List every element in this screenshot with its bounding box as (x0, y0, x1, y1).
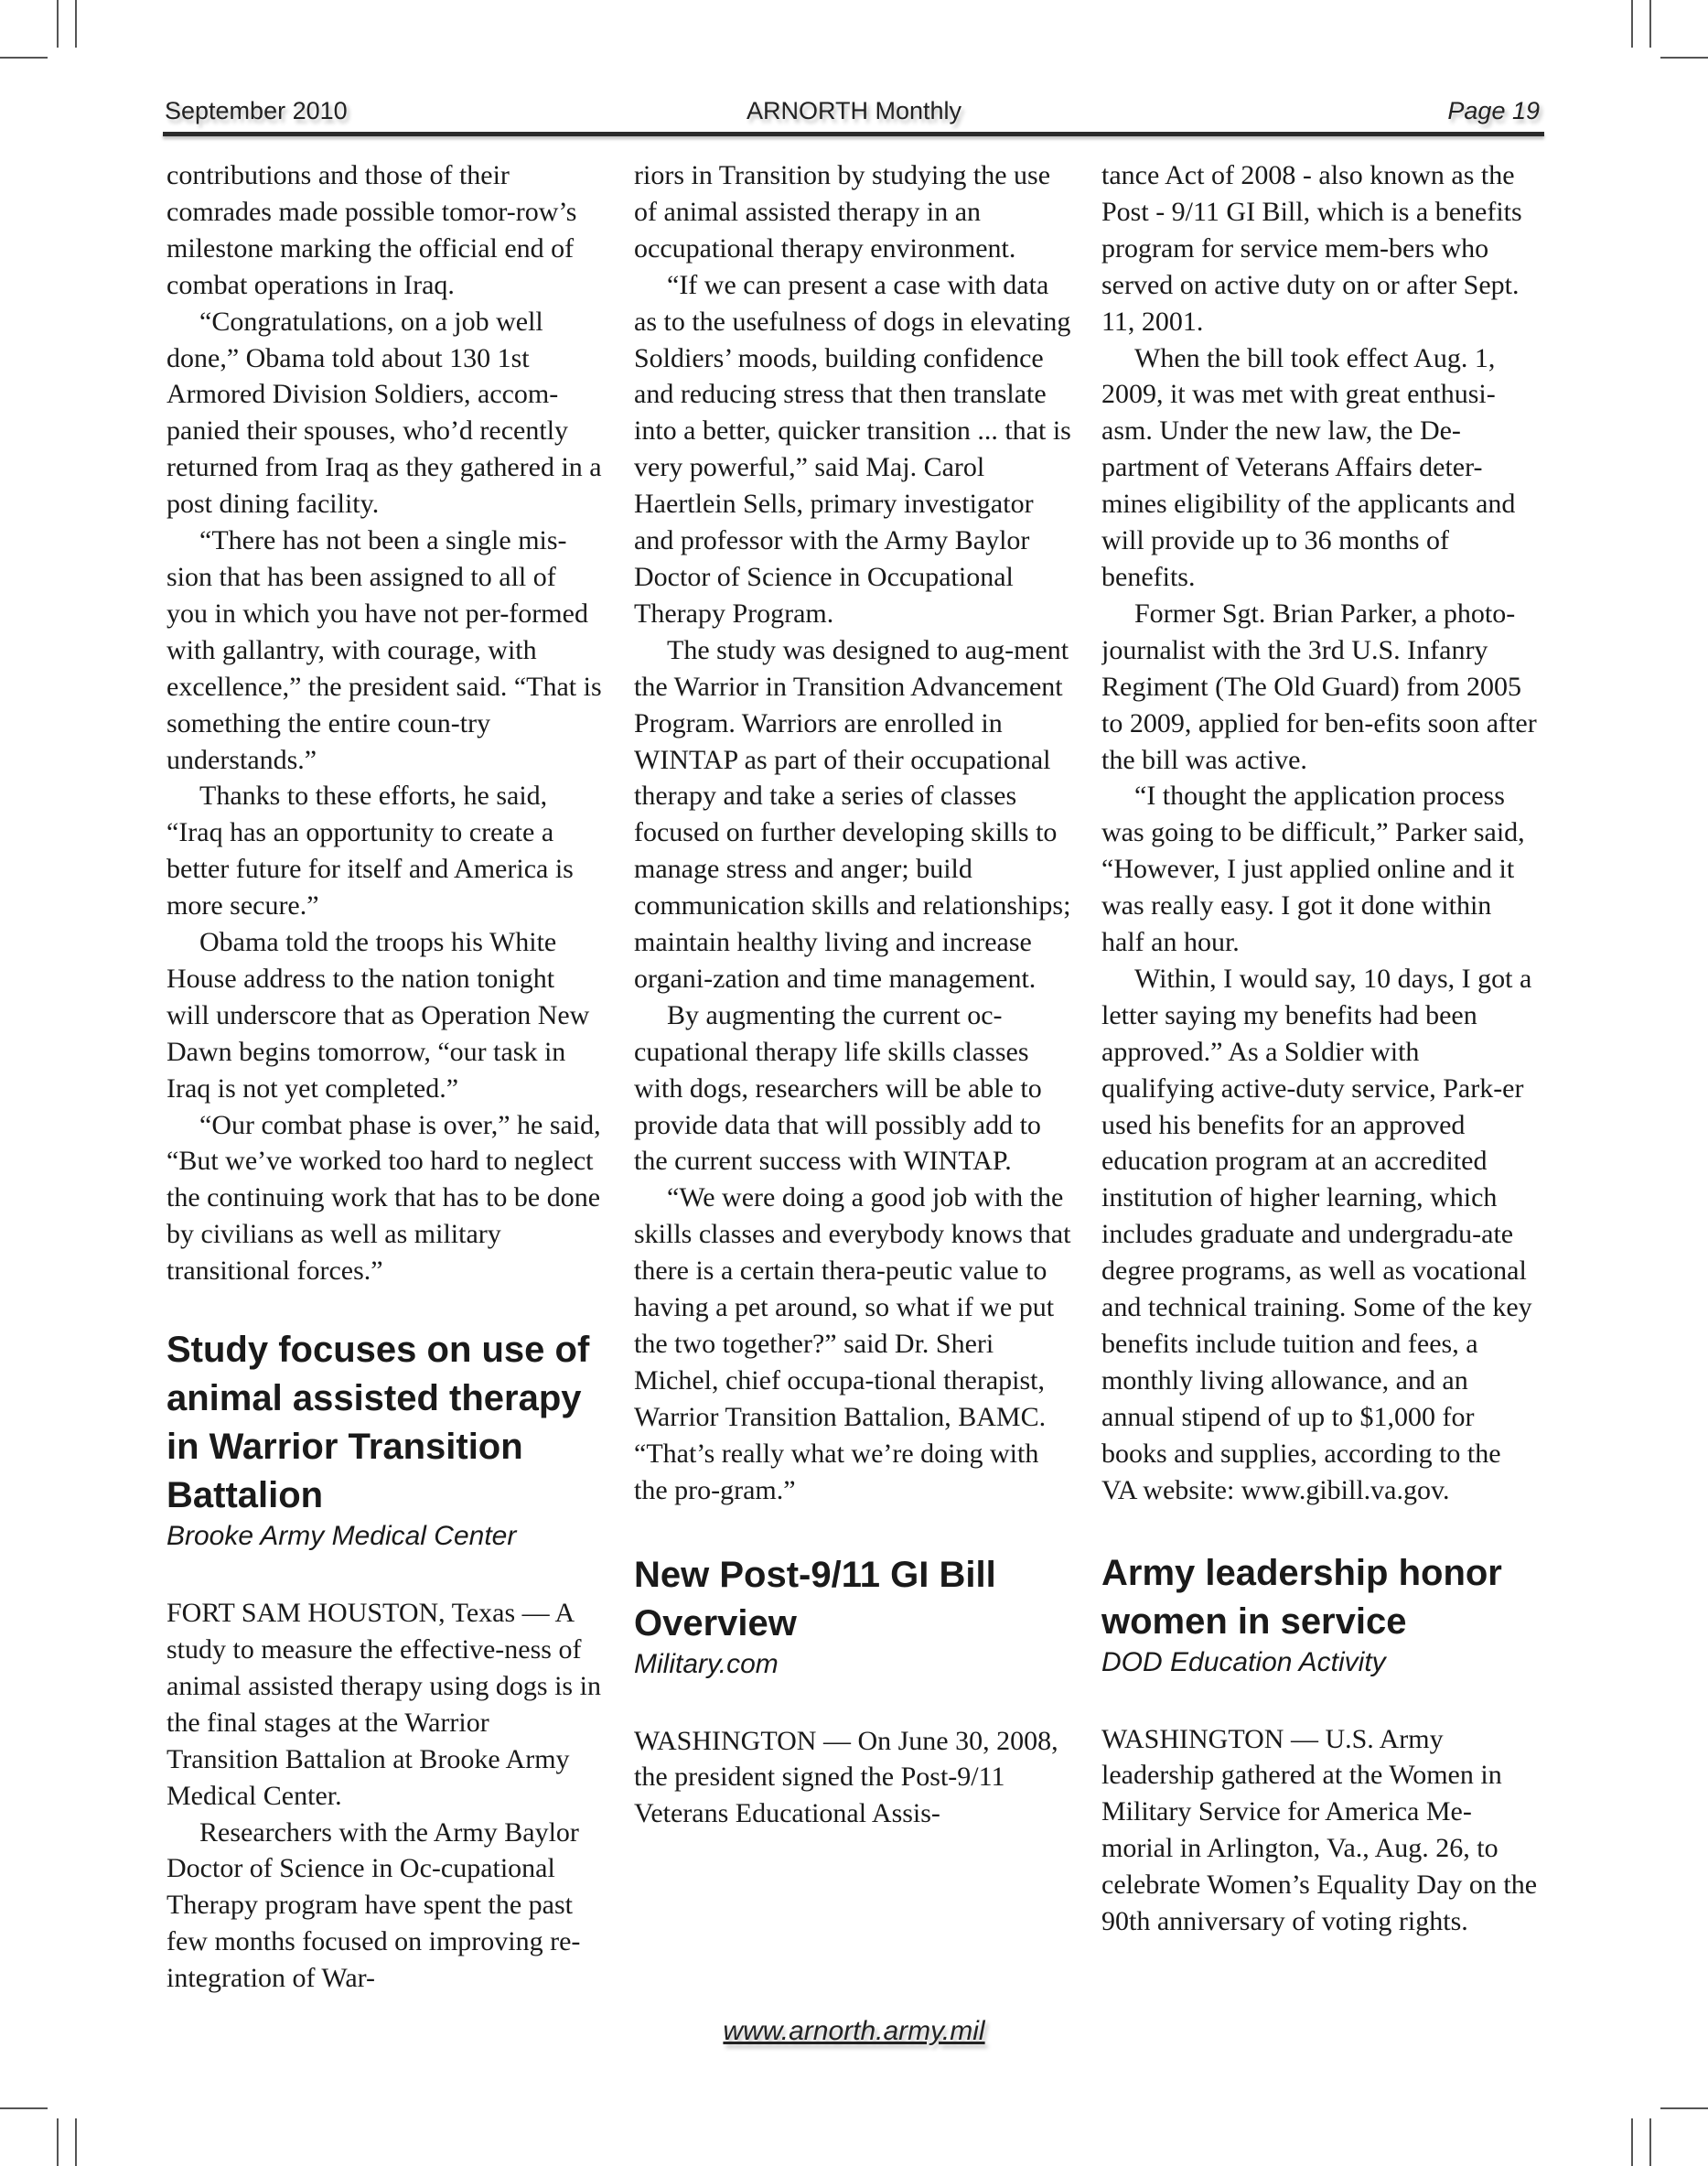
body-paragraph: “I thought the application process was going to be difficult,” Parker said, “However, I just applied online and it was really easy. I got it done within half an hour. (1101, 781, 1525, 958)
crop-mark (1649, 2118, 1651, 2166)
crop-mark (1631, 0, 1633, 48)
body-paragraph: Former Sgt. Brian Parker, a photo-journalist with the 3rd U.S. Infanry Regiment (The Old Guard) from 2005 to 2009, applied for ben-efits soon after the bill was active. (1101, 598, 1537, 775)
body-paragraph: FORT SAM HOUSTON, Texas — A study to measure the effective-ness of animal assisted therapy using dogs is in the final stages at the Warrior Transition Battalion at Brooke Army Medical Center. (167, 1598, 601, 1811)
body-paragraph: “There has not been a single mis-sion that has been assigned to all of you in which you have not per-formed with gallantry, with courage, with excellence,” the president said. “That is something the entire coun-try understands.” (167, 525, 602, 775)
body-paragraph: By augmenting the current oc-cupational therapy life skills classes with dogs, researchers will be able to provide data that will possibly add to the current success with WINTAP. (634, 999, 1042, 1177)
crop-mark (0, 2107, 48, 2109)
column-1 (167, 157, 604, 2006)
body-paragraph: contributions and those of their comrades made possible tomor-row’s milestone marking the official end of combat operations in Iraq. (167, 160, 577, 300)
crop-mark (0, 57, 48, 59)
body-paragraph: “Our combat phase is over,” he said, “But we’ve worked too hard to neglect the continuing work that has to be done by civilians as well as military transitional forces.” (167, 1109, 601, 1287)
crop-mark (1660, 2107, 1708, 2109)
crop-mark (75, 0, 77, 48)
article-headline: Army leadership honor women in service (1101, 1552, 1502, 1642)
body-paragraph: tance Act of 2008 - also known as the Post - 9/11 GI Bill, which is a benefits program for service mem-bers who served on active duty on or after Sept. 11, 2001. (1101, 160, 1522, 337)
body-paragraph: WASHINGTON — U.S. Army leadership gathered at the Women in Military Service for America Me-morial in Arlington, Va., Aug. 26, to celebrate Women’s Equality Day on the 90th anniversary of voting rights. (1101, 1723, 1538, 1937)
crop-mark (75, 2118, 77, 2166)
header-publication: ARNORTH Monthly (746, 97, 962, 124)
crop-mark (1660, 57, 1708, 59)
crop-mark (57, 0, 59, 48)
column-3 (1101, 157, 1539, 2006)
article-source: Brooke Army Medical Center (167, 1521, 517, 1552)
body-paragraph: “If we can present a case with data as to the usefulness of dogs in elevating Soldiers’ moods, building confidence and reducing stress that then translate into a better, quicker transition ... that is very powerful,” said Maj. Carol Haertlein Sells, primary investigator and professor with the Army Baylor Doctor of Science in Occupational Therapy Program. (634, 269, 1071, 629)
body-paragraph: WASHINGTON — On June 30, 2008, the president signed the Post-9/11 Veterans Educational Assis- (634, 1725, 1058, 1829)
body-paragraph: Within, I would say, 10 days, I got a letter saying my benefits had been approved.” As a Soldier with qualifying active-duty service, Park-er used his benefits for an approved education program at an accredited institution of higher learning, which includes graduate and undergradu-ate degree programs, as well as vocational and technical training. Some of the key benefits include tuition and fees, a monthly living allowance, and an annual stipend of up to $1,000 for books and supplies, according to the VA website: www.gibill.va.gov. (1101, 963, 1532, 1505)
crop-mark (57, 2118, 59, 2166)
body-paragraph: Thanks to these efforts, he said, “Iraq has an opportunity to create a better future for itself and America is more secure.” (167, 781, 574, 921)
crop-mark (1649, 0, 1651, 48)
header-date: September 2010 (165, 97, 348, 124)
body-paragraph: When the bill took effect Aug. 1, 2009, it was met with great enthusi-asm. Under the new law, the De-partment of Veterans Affairs deter-mines eligibility of the applicants and will provide up to 36 months of benefits. (1101, 342, 1516, 592)
article-headline: Study focuses on use of animal assisted therapy in Warrior Transition Battalion (167, 1330, 590, 1516)
header-page-number: Page 19 (1447, 97, 1540, 124)
body-paragraph: The study was designed to aug-ment the Warrior in Transition Advancement Program. Warriors are enrolled in WINTAP as part of their occupational therapy and take a series of classes focused on further developing skills to manage stress and anger; build communication skills and relationships; maintain healthy living and increase organi-zation and time management. (634, 634, 1071, 994)
footer-website-link[interactable]: www.arnorth.army.mil (723, 2016, 985, 2046)
body-paragraph: riors in Transition by studying the use of animal assisted therapy in an occupational therapy environment. (634, 160, 1051, 264)
header-rule (163, 132, 1544, 136)
body-paragraph: “We were doing a good job with the skills classes and everybody knows that there is a certain thera-peutic value to having a pet around, so what if we put the two together?” said Dr. Sheri Michel, chief occupa-tional therapist, Warrior Transition Battalion, BAMC. “That’s really what we’re doing with the pro-gram.” (634, 1182, 1071, 1505)
body-paragraph: “Congratulations, on a job well done,” Obama told about 130 1st Armored Division Soldiers, accom-panied their spouses, who’d recently returned from Iraq as they gathered in a post dining facility. (167, 306, 602, 520)
article-source: DOD Education Activity (1101, 1646, 1386, 1677)
crop-mark (1631, 2118, 1633, 2166)
article-headline: New Post-9/11 GI Bill Overview (634, 1554, 996, 1643)
body-paragraph: Researchers with the Army Baylor Doctor of Science in Oc-cupational Therapy program have spent the past few months focused on improving re-integration of War- (167, 1816, 581, 1994)
column-2 (634, 157, 1071, 2006)
article-source: Military.com (634, 1648, 779, 1679)
body-paragraph: Obama told the troops his White House address to the nation tonight will underscore that as Operation New Dawn begins tomorrow, “our task in Iraq is not yet completed.” (167, 927, 590, 1104)
